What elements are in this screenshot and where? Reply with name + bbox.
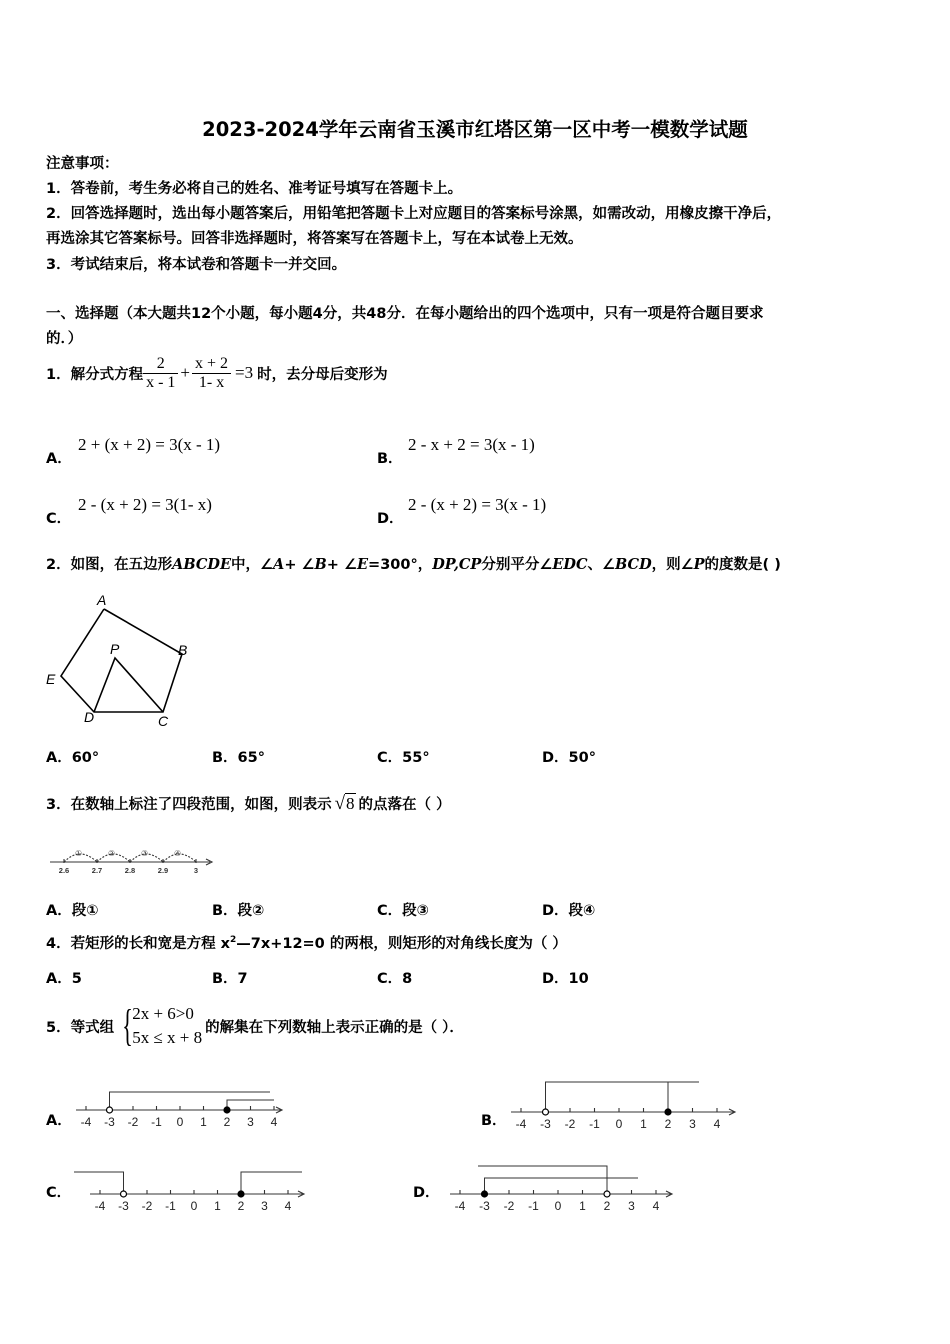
q1-option-b-expr: 2 - x + 2 = 3(x - 1) xyxy=(408,435,535,454)
left-brace-icon: { xyxy=(122,1001,133,1050)
tick-label: -3 xyxy=(540,1117,551,1131)
q2-edc: EDC xyxy=(552,556,588,573)
q2-plus-angle-1: + ∠ xyxy=(284,557,315,573)
q1-equals: =3 xyxy=(235,363,254,382)
tick-label: -1 xyxy=(151,1115,162,1129)
q4-superscript: 2 xyxy=(230,935,237,946)
tick-label: -3 xyxy=(104,1115,115,1129)
q5-number-line-d xyxy=(440,1158,680,1216)
q3-prefix: 3．在数轴上标注了四段范围，如图，则表示 xyxy=(46,797,332,813)
q1-prefix: 1．解分式方程 xyxy=(46,366,144,383)
question-5 xyxy=(46,998,464,1054)
q2-p: P xyxy=(693,556,705,573)
closed-endpoint xyxy=(482,1191,488,1197)
q4-text-1: 4．若矩形的长和宽是方程 x xyxy=(46,936,230,952)
segment-label-2: ② xyxy=(108,849,116,858)
pentagon-shape xyxy=(61,609,182,712)
tick-label-2-9: 2.9 xyxy=(157,866,169,875)
tick-label: 0 xyxy=(176,1115,184,1129)
q5-option-c-label: C． xyxy=(46,1185,72,1201)
tick-label: 3 xyxy=(261,1199,268,1213)
q2-text-6: ，则∠ xyxy=(651,557,694,573)
notice-item-3: 3．考试结束后，将本试卷和答题卡一并交回。 xyxy=(46,257,347,273)
q2-option-c: C．55° xyxy=(377,750,430,766)
tick-label-2-6: 2.6 xyxy=(58,866,70,875)
q5-number-line-b xyxy=(507,1074,740,1134)
q3-option-b: B．段② xyxy=(212,903,265,919)
sqrt-radicand: 8 xyxy=(346,794,355,813)
tick-label: 2 xyxy=(237,1199,245,1213)
tick-label: 1 xyxy=(214,1199,221,1213)
q1-option-a-expr: 2 + (x + 2) = 3(x - 1) xyxy=(78,435,221,454)
tick-label: -4 xyxy=(94,1199,106,1213)
tick-label: 2 xyxy=(664,1117,672,1131)
closed-endpoint xyxy=(238,1191,244,1197)
q1-suffix: 时，去分母后变形为 xyxy=(257,366,388,383)
q2-b: B xyxy=(314,556,327,573)
inequality-2: 5x ≤ x + 8 xyxy=(132,1028,203,1047)
tick-label: -1 xyxy=(528,1199,539,1213)
open-endpoint xyxy=(107,1107,113,1113)
q4-option-b: B．7 xyxy=(212,971,248,987)
segment-label-4: ④ xyxy=(174,849,182,858)
q3-option-d: D．段④ xyxy=(542,903,596,919)
q1-fraction-2 xyxy=(192,355,231,392)
notice-item-2b: 再选涂其它答案标号。回答非选择题时，将答案写在答题卡上，写在本试卷上无效。 xyxy=(46,231,583,247)
q5-prefix: 5．等式组 xyxy=(46,1019,115,1036)
q1-option-c-label: C． xyxy=(46,511,72,527)
tick-label: -1 xyxy=(589,1117,600,1131)
q2-option-b: B．65° xyxy=(212,750,265,766)
q1-frac1-num: 2 xyxy=(143,355,178,374)
tick-label: -2 xyxy=(141,1199,153,1213)
solution-bracket xyxy=(241,1172,302,1194)
q5-number-line-c xyxy=(72,1162,312,1216)
q2-text-3: =300°， xyxy=(368,557,433,573)
q1-plus: + xyxy=(180,363,191,382)
vertex-label-b: B xyxy=(178,642,188,658)
q3-number-line xyxy=(46,842,216,878)
q2-option-d: D．50° xyxy=(542,750,596,766)
vertex-label-p: P xyxy=(110,641,120,657)
tick-label: 2 xyxy=(223,1115,231,1129)
tick-label: 0 xyxy=(190,1199,198,1213)
q2-text-7: 的度数是( ) xyxy=(704,557,781,573)
q1-option-c-expr: 2 - (x + 2) = 3(1- x) xyxy=(78,495,212,514)
q4-option-a: A．5 xyxy=(46,971,82,987)
q4-option-d: D．10 xyxy=(542,971,589,987)
q1-fraction-1 xyxy=(143,355,178,392)
notice-item-1: 1．答卷前，考生务必将自己的姓名、准考证号填写在答题卡上。 xyxy=(46,181,463,197)
vertex-label-a: A xyxy=(97,592,107,608)
q1-frac1-den: x - 1 xyxy=(146,373,176,391)
q5-option-b-label: B． xyxy=(481,1113,507,1129)
tick-label: 1 xyxy=(640,1117,647,1131)
radical-sign-icon: √ xyxy=(334,793,346,814)
q4-text-2: —7x+12=0 的两根，则矩形的对角线长度为（ ） xyxy=(236,936,567,952)
open-endpoint xyxy=(543,1109,549,1115)
q2-text-4: 分别平分∠ xyxy=(481,557,553,573)
tick-label: -3 xyxy=(118,1199,129,1213)
closed-endpoint xyxy=(665,1109,671,1115)
q5-option-d-label: D． xyxy=(413,1185,440,1201)
question-4 xyxy=(46,932,567,953)
open-endpoint xyxy=(604,1191,610,1197)
vertex-label-e: E xyxy=(46,671,56,687)
vertex-label-d: D xyxy=(84,709,95,725)
inequality-1: 2x + 6>0 xyxy=(132,1004,194,1023)
solution-bracket xyxy=(546,1082,669,1112)
q3-option-c: C．段③ xyxy=(377,903,429,919)
question-1 xyxy=(46,350,388,396)
tick-label: 4 xyxy=(284,1199,292,1213)
q1-frac2-den: 1- x xyxy=(198,373,225,391)
page-title: 2023-2024学年云南省玉溪市红塔区第一区中考一模数学试题 xyxy=(202,118,748,141)
q2-abcde: ABCDE xyxy=(172,556,232,573)
tick-label: 3 xyxy=(628,1199,635,1213)
tick-label: 0 xyxy=(615,1117,623,1131)
q2-a: A xyxy=(273,556,285,573)
tick-label-3: 3 xyxy=(193,866,199,875)
q1-option-b-label: B． xyxy=(377,451,403,467)
tick-label: 4 xyxy=(652,1199,660,1213)
q4-option-c: C．8 xyxy=(377,971,413,987)
solution-bracket xyxy=(74,1172,124,1194)
section-heading-line2: 的．） xyxy=(46,331,83,347)
q2-text-5: 、∠ xyxy=(587,557,615,573)
notice-heading: 注意事项： xyxy=(46,156,119,172)
tick-label-2-7: 2.7 xyxy=(91,866,103,875)
tick-label: -4 xyxy=(80,1115,92,1129)
q1-option-d-expr: 2 - (x + 2) = 3(x - 1) xyxy=(408,495,547,514)
tick-label: -1 xyxy=(165,1199,176,1213)
tick-label: 4 xyxy=(270,1115,278,1129)
question-2 xyxy=(46,553,781,574)
q5-suffix: 的解集在下列数轴上表示正确的是（ ）． xyxy=(205,1019,464,1036)
q2-bcd: BCD xyxy=(615,556,652,573)
vertex-label-c: C xyxy=(158,713,169,729)
tick-label: 3 xyxy=(247,1115,254,1129)
q2-option-a: A．60° xyxy=(46,750,100,766)
tick-label: -4 xyxy=(515,1117,527,1131)
q2-text-1: 2．如图，在五边形 xyxy=(46,557,173,573)
q5-number-line-a xyxy=(72,1084,287,1134)
tick-label: -4 xyxy=(454,1199,466,1213)
sqrt-8 xyxy=(335,794,356,814)
q3-suffix: 的点落在（ ） xyxy=(358,797,451,813)
q2-dpcp: DP,CP xyxy=(432,556,482,573)
q2-e: E xyxy=(356,556,369,573)
solution-bracket xyxy=(478,1166,607,1194)
q1-option-a-label: A． xyxy=(46,451,72,467)
closed-endpoint xyxy=(224,1107,230,1113)
tick-label: -2 xyxy=(127,1115,139,1129)
section-heading-line1: 一、选择题（本大题共12个小题，每小题4分，共48分．在每小题给出的四个选项中，只有一项是符合题目要求 xyxy=(46,306,764,322)
pentagon-figure xyxy=(40,588,200,730)
q5-option-a-label: A． xyxy=(46,1113,72,1129)
segment-label-1: ① xyxy=(75,849,83,858)
open-endpoint xyxy=(121,1191,127,1197)
q1-option-d-label: D． xyxy=(377,511,404,527)
tick-label: 3 xyxy=(689,1117,696,1131)
q1-frac2-num: x + 2 xyxy=(192,355,231,374)
tick-label: 1 xyxy=(200,1115,207,1129)
segment-label-3: ③ xyxy=(141,849,149,858)
tick-label: -2 xyxy=(503,1199,515,1213)
q2-text-2: 中，∠ xyxy=(231,557,274,573)
inequality-lines xyxy=(132,1002,202,1050)
tick-label: -3 xyxy=(479,1199,490,1213)
q2-plus-angle-2: + ∠ xyxy=(326,557,357,573)
tick-label: 1 xyxy=(579,1199,586,1213)
tick-label: 4 xyxy=(713,1117,721,1131)
inequality-system xyxy=(117,1002,202,1050)
solution-bracket xyxy=(485,1178,639,1194)
tick-label: 2 xyxy=(603,1199,611,1213)
q3-option-a: A．段① xyxy=(46,903,99,919)
tick-label: 0 xyxy=(554,1199,562,1213)
tick-label: -2 xyxy=(564,1117,576,1131)
question-3 xyxy=(46,778,451,814)
notice-item-2a: 2．回答选择题时，选出每小题答案后，用铅笔把答题卡上对应题目的答案标号涂黑，如需改动，用橡皮擦干净后， xyxy=(46,206,782,222)
tick-label-2-8: 2.8 xyxy=(124,866,136,875)
solution-bracket xyxy=(110,1092,271,1110)
